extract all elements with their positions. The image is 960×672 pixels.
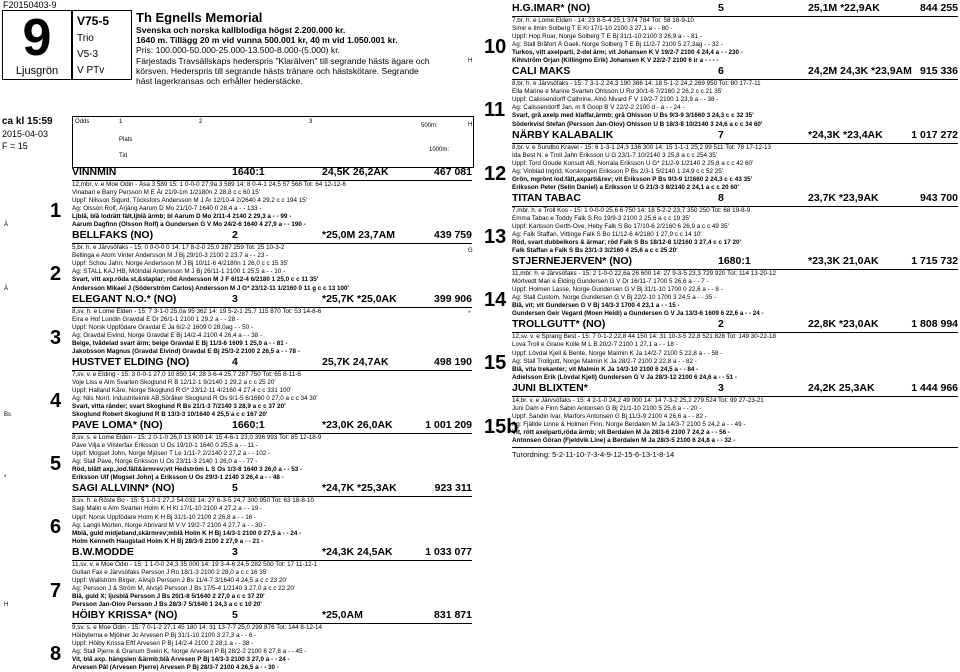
horse-name: STJERNEJERVEN* (NO) <box>512 255 633 268</box>
horse-header <box>72 546 472 561</box>
horse-detail-line: Ljblå, blå lodrätt fält,ljblå ärmb; bl Aarum D Mo 2/11-4 2140 2 29,3 a - - 99 - <box>72 213 292 221</box>
horse-detail-line: Äg: Vinblad Ingrid, Korskrogen Eriksson P Bs 2/3-1 5/2140 1 24,9 c c 52 25' <box>512 167 723 175</box>
horse-details <box>50 497 472 545</box>
horse-earnings: 1 715 732 <box>911 255 958 268</box>
horse-distance: 5 <box>718 2 724 14</box>
horse-entry <box>4 355 472 419</box>
horse-detail-line: Röd, blått axp.,lod.fält&ärmrev;vit Hedström L S Ös 1/3-8 1640 3 26,0 a - - 53 - <box>72 466 303 474</box>
race-condition-line: 1640 m. Tillägg 20 m vid vunna 500.001 kr, 40 m vid 1.050.001 kr. <box>136 35 398 46</box>
horse-detail-line: Äg: Stall Custom, Norge Gundersen G V Bj 22/2-10 1700 3 24,5 a - - 35 - <box>512 294 717 302</box>
horse-distance: 2 <box>232 229 238 242</box>
start-number: 7 <box>50 579 62 602</box>
horse-entry <box>484 381 958 445</box>
horse-records: *23,3K 21,0AK <box>808 255 879 268</box>
horse-detail-line: Eriksson Ulf (Mogset John) a Eriksson U Ös 29/3-1 2140 3 26,4 a - - 48 - <box>72 474 284 482</box>
horse-details <box>468 270 958 318</box>
shoe-marker: Ä <box>4 222 9 229</box>
game-type-box <box>72 10 132 80</box>
horse-earnings: 1 017 272 <box>911 128 958 141</box>
horse-detail-line: Sagi Malin e Alm Svarten Holm K H Kl 17/1-10 2100 4 27,2 a - - 19 - <box>72 505 263 513</box>
horse-detail-line: Uppf: Halland Kåre, Norge Skoglund R G* 23/12-11 4/2160 4 27,4 c c 331 100' <box>72 386 292 394</box>
horse-distance: 1680:1 <box>718 255 751 268</box>
horse-detail-line: Uppf: Höiby Krissa Eftf Arvesen P Bj 14/2-4 2100 2 28,1 a - - 38 - <box>72 640 254 648</box>
start-number: 15b <box>484 415 519 438</box>
horse-records: 22,8K *23,0AK <box>808 318 879 331</box>
race-condition-line: Färjestads Travsällskaps hederspris "Klarälven" till segrande hästs ägare och <box>136 55 430 66</box>
horse-earnings: 844 255 <box>920 2 958 14</box>
field-size: F = 15 <box>2 141 28 151</box>
horse-detail-line: Uppf: Hop Roar, Norge Solberg T E Bj 31/1-10 2100 3 26,9 a - - 81 - <box>512 33 702 41</box>
start-time: ca kl 15:59 <box>2 116 53 127</box>
horse-entry <box>50 292 472 356</box>
horse-detail-line: Kihlström Örjan (Killingmo Erik) Johansen K V 22/2-7 2100 6 ir a - - - - <box>512 57 719 65</box>
place-3-label: 3 <box>309 119 313 125</box>
start-number: 11 <box>484 99 506 122</box>
horse-detail-line: Jakobsson Magnus (Gravdal Eivind) Gravdal E Bj 25/3-2 2100 2 26,5 a - - 78 - <box>72 347 300 355</box>
horse-detail-line: Uppf: Mogset John, Norge Mjösen T Le 1/11-7 2/2140 2 27,2 a - - 102 - <box>72 450 271 458</box>
horse-entry <box>50 482 472 545</box>
horse-detail-line: Pave Vilja e Vilsterfax Eriksson U Ös 19/10-1 1640 0 25,5 a - - 11 - <box>72 442 258 450</box>
horse-detail-line: Ida Best N. e Troll Jahn Eriksson U G 23/1-7 10/2140 3 25,8 a c c 254 35' <box>512 151 717 159</box>
horse-detail-line: Höibyterna e Mjölner Jo Arvesen P Bj 31/1-10 2100 3 27,3 a - - 6 - <box>72 632 257 640</box>
horse-detail-line: 12,mbr. v. e Moe Odin - Åsa 3 589 15: 1 0-0-0 27,9a 3 589 14: 8 0-4-1 24,5 57 568 Tot: 64 12-12-6 <box>72 181 346 188</box>
horse-header <box>72 482 472 497</box>
horse-detail-line: Grön, mgrönt lod.fält,axparti&rev; vit Eriksson P Bs 9/3-9 1/1660 2 24,3 c c 43 35' <box>512 175 753 183</box>
horse-earnings: 943 700 <box>920 191 958 204</box>
horse-earnings: 439 759 <box>434 229 472 242</box>
game-type-v5: V5-3 <box>77 49 99 60</box>
horse-earnings: 831 871 <box>434 608 472 621</box>
horse-entry <box>4 419 472 482</box>
horse-entry <box>468 65 958 128</box>
horse-earnings: 1 808 994 <box>911 318 958 331</box>
horse-detail-line: Ella Marine e Marine Svarten Ohlsson U Ro 30/1-6 7/2160 2 26,2 c c 21 35' <box>512 88 723 96</box>
horse-name: JUNI BLIXTEN* <box>512 381 588 394</box>
horse-records: *25,0AM <box>322 608 363 621</box>
horse-detail-line: 11,sv. v. e Moe Odin - 15: 1 1-0-0 24,3 35 000 14: 19 3-4-6 24,5 282 500 Tot: 17 11-12-1 <box>72 560 318 568</box>
horse-header <box>72 166 472 181</box>
horse-earnings: 399 906 <box>434 292 472 305</box>
horse-details <box>4 370 472 419</box>
horse-detail-line: Bellinga e Atom Vinter Andersson M J Bj 29/10-3 2100 2 23,7 a - - 23 - <box>72 252 269 260</box>
horse-detail-line: Uppf: Norsk Uppfödare Gravdal E Ja 6/2-2 1609 0 28,0ag - - 50 - <box>72 323 253 331</box>
horse-header <box>512 318 958 333</box>
horse-records: *24,3K 24,5AK <box>322 545 393 558</box>
horse-name: NÄRBY KALABALIK <box>512 128 614 141</box>
shoe-marker: Bs <box>4 412 12 419</box>
horse-entry <box>468 2 958 65</box>
horse-records: 25,1M *22,9AK <box>808 2 880 14</box>
horse-detail-line: Andersson Mikael J (Söderström Carlos) Andersson M J G* 23/12-11 1/2160 0 11 g c c 13 100' <box>72 284 350 292</box>
start-number: 12 <box>484 162 507 185</box>
horse-header <box>72 293 472 308</box>
horse-header <box>512 129 958 144</box>
horse-name: TITAN TABAC <box>512 191 582 204</box>
horse-name: PAVE LOMA* (NO) <box>72 419 163 432</box>
horse-entry <box>4 166 472 229</box>
horse-details <box>50 307 472 356</box>
shoe-marker: H <box>4 601 9 608</box>
horse-distance: 1640:1 <box>232 166 265 178</box>
horse-earnings: 467 081 <box>434 166 472 178</box>
horse-detail-line: 8,sv. h. e Lome Elden - 15: 7 3-1-0 25,0a 95 362 14: 19 5-2-1 25,7 115 870 Tot: 53 14-8-6 <box>72 307 322 315</box>
track-color: Ljusgrön <box>15 65 59 77</box>
horse-records: *24,3K *23,4AK <box>808 128 883 141</box>
race-condition-line: körsven. Hederspris till segrande hästs tränare och hästskötare. Segrande <box>136 65 419 76</box>
horse-distance: 1660:1 <box>232 419 265 432</box>
horse-detail-line: 8,br. h. e Järvsöfaks - 15: 7 3-1-2 24,3 190 386 14: 18 5-1-2 24,2 269 950 Tot: 80 17-7-11 <box>512 80 761 88</box>
game-type-vptv: V PTv <box>77 65 105 76</box>
horse-detail-line: Voje Liss e Alm Svarten Skoglund R B 12/12-1 9/2140 1 29,2 a c c 25 20' <box>72 378 276 386</box>
horse-detail-line: Äg: Persson J & Ström M, Alvsjö Persson J Bs 17/5-4 1/2140 3 27,0 a c c 22 20' <box>72 584 296 592</box>
horse-detail-line: Falk Staffan a Falk S Bs 23/1-3 3/2160 4 25,6 a c c 25 20' <box>512 247 678 255</box>
horse-records: 25,7K 24,7AK <box>322 355 389 368</box>
horse-details <box>468 206 958 255</box>
horse-entry <box>4 545 472 609</box>
horse-detail-line: 14,br. v. e Järvsöfaks - 15: 4 2-1-0 24,2 49 000 14: 14 7-3-2 25,2 279 524 Tot: 99 27-23-21 <box>512 396 764 404</box>
horse-header <box>72 419 472 434</box>
horse-details <box>484 333 958 381</box>
horse-detail-line: 11,mbr. h. e Järvsöfaks - 15: 2 1-0-0 22,6a 26 600 14: 27 9-3-5 23,3 729 920 Tot: 114 13-20-12 <box>512 270 776 278</box>
start-number: 14 <box>484 289 507 312</box>
horse-detail-line: Äg: Gravdal Eivind, Norge Gravdal E Bj 14/2-4 2100 4 26,4 a - - 38 - <box>72 331 263 339</box>
horse-detail-line: Arvesen Pål (Arvesen Pjerre) Arvesen P Bj 28/3-7 2100 4 26,5 a - - 30 - <box>72 664 279 672</box>
horse-details <box>468 17 958 65</box>
horse-details <box>468 80 958 128</box>
horse-detail-line: Holm Kenneth Haugstad Holm K H Bj 28/3-9 2100 2 27,9 a - - 21 - <box>72 537 264 545</box>
horse-records: *23,0K 26,0AK <box>322 419 393 432</box>
race-conditions <box>136 25 472 86</box>
horse-name: SAGI ALLVINN* (NO) <box>72 482 175 495</box>
horse-detail-line: Blå, vita trekanter; vit Malmin K Ja 14/3-10 2100 6 24,5 a - - 84 - <box>512 365 699 373</box>
horse-name: H.G.IMAR* (NO) <box>512 2 591 14</box>
horse-detail-line: Juni Dam e Finn Sabin Antonsen G Bj 21/1-10 2100 5 25,8 a - - 20 - <box>512 404 702 412</box>
horse-detail-line: 8,sv. s. e Lome Elden - 15: 2 0-1-0 26,0 13 600 14: 15 4-6-1 23,0 396 993 Tot: 85 12-18-9 <box>72 434 322 442</box>
horse-header <box>512 192 958 207</box>
start-info <box>2 116 68 152</box>
horse-detail-line: Gundersen Geir Vegard (Moen Heidi) a Gundersen G V Ja 13/3-6 1609 6 22,6 a - - 24 - <box>512 310 764 318</box>
start-number: 10 <box>484 36 507 58</box>
place-1-label: 1 <box>119 119 123 125</box>
horse-detail-line: Aarum Dagfinn (Olsson Rolf) a Gundersen G V Mo 24/2-6 1640 4 27,9 a - - 190 - <box>72 221 306 229</box>
start-number: 2 <box>50 263 62 286</box>
horse-detail-line: Äg: Stall Pjerre & Granum Svein K, Norge Arvesen P Bj 28/2-2 2100 6 27,8 a - - 45 - <box>72 648 307 656</box>
left-horse-column <box>4 166 472 672</box>
horse-detail-line: 12,sv. v. e Sprang Best - 15: 7 0-1-2 22,8 44 150 14: 31 10-3-5 22,8 521 828 Tot: 149 30-22-18 <box>512 333 776 341</box>
horse-earnings: 1 001 209 <box>425 419 472 432</box>
horse-details <box>4 181 472 229</box>
horse-detail-line: 9,sv. s. e Moe Odin - 15: 7 0-1-2 27,1 45 180 14: 31 13-7-7 25,0 299 876 Tot: 144 8-12-14 <box>72 623 323 631</box>
plats-label: Plats <box>119 137 133 143</box>
race-date: 2015-04-03 <box>2 129 49 139</box>
horse-detail-line: Uppf: Wallström Birger, Älvsjö Persson J Bs 11/4-7 3/1640 4 24,5 a c c 23 20' <box>72 576 288 584</box>
horse-detail-line: 5,br. h. e Järvsöfaks - 15: 0 0-0-0 0 14: 17 8-2-0 25,0 287 259 Tot: 25 10-3-2 <box>72 244 285 252</box>
horse-detail-line: Äg: STALL KAJ HB, Mölndal Andersson M J Bj 26/11-1 2100 1 25,5 a - - 10 - <box>72 268 286 276</box>
horse-details <box>484 143 958 192</box>
horse-detail-line: Emma Tabac e Toddy Falk S Ro 19/9-3 2100 2 25,6 a c c 19 35' <box>512 214 691 222</box>
horse-detail-line: Mörtvedt Mari e Elding Gundersen G V Dr 16/11-7 1700 5 26,6 a - - 7 - <box>512 278 709 286</box>
horse-detail-line: Äg: Stall Pave, Norge Eriksson U Ös 23/11-3 2140 1 26,0 a - - 77 - <box>72 458 258 466</box>
start-number: 3 <box>50 326 62 349</box>
race-header <box>136 10 472 86</box>
horse-name: ELEGANT N.O.* (NO) <box>72 292 177 305</box>
split-1000-label: 1000m: <box>429 147 450 153</box>
horse-distance: 5 <box>232 608 238 621</box>
horse-detail-line: Mblå, guld midjeband,skärmrev;mblå Holm K H Bj 14/3-1 2100 0 27,5 a - - 24 - <box>72 529 302 537</box>
horse-details <box>4 434 472 482</box>
horse-distance: 4 <box>232 355 238 368</box>
horse-detail-line: Uppf: Nilsson Sigurd, Töcksfors Andersson M J År 12/10-4 2/2640 4 29,2 c c 194 15' <box>72 197 307 205</box>
start-number: 4 <box>50 389 62 412</box>
horse-details <box>50 623 472 672</box>
horse-detail-line: Uppf: Sandin Ivar, Marfors Antonsen G Bj 11/3-9 2100 4 26,6 a - - 82 - <box>512 412 707 420</box>
horse-entry <box>484 318 958 381</box>
horse-header <box>72 229 472 244</box>
horse-records: *24,7K *25,3AK <box>322 482 397 495</box>
horse-earnings: 923 311 <box>434 482 472 495</box>
horse-detail-line: Röd, svart dubbelkors & ärmar; röd Falk S Bs 18/12-8 1/2160 3 27,4 c c 17 20' <box>512 239 741 247</box>
horse-header <box>512 2 958 17</box>
horse-distance: 5 <box>232 482 238 495</box>
file-code: F20150403-9 <box>3 0 57 10</box>
horse-detail-line: Äg: Calissendorff Jan, m fl Goop B V 22/2-2 2100 d - a - - 24 - <box>512 104 685 112</box>
odds-label: Odds <box>75 119 90 125</box>
horse-records: *25,0M 23,7AM <box>322 229 395 242</box>
horse-earnings: 1 444 966 <box>911 381 958 394</box>
horse-detail-line: 8,sv. h. e Röste Bo - 15: 5 1-0-1 27,2 54 032 14: 27 6-3-5 24,7 300 950 Tot: 63 18-8-10 <box>72 497 315 505</box>
horse-details <box>4 244 472 292</box>
horse-detail-line: Svart, vitt axp.röda st,&staplar; röd Andersson M J F 6/12-4 6/2180 1 25,0 c c 11 35' <box>72 276 319 284</box>
horse-detail-line: Blå, guld X; ljusblå Persson J Bs 20/1-8 5/1640 2 27,0 a c c 37 20' <box>72 592 265 600</box>
horse-detail-line: Uppf: Calissendorff Cathrine, Alnö Nivard F V 19/2-7 2100 1 23,9 a - - 38 - <box>512 96 719 104</box>
race-condition-line: Svenska och norska kallblodiga högst 2.200.000 kr. <box>136 25 346 35</box>
horse-detail-line: Turkos, vitt axelparti, 2-del ärm; vit Johansen K V 19/2-7 2100 4 24,4 a - - 230 - <box>512 49 743 57</box>
horse-entry <box>484 128 958 192</box>
horse-detail-line: Äg: Falk Staffan, Vittinge Falk S Bo 11/12-6 4/2180 1 27,9 c c 14 10' <box>512 230 702 238</box>
horse-detail-line: Äg: Stall Bråfort Å Gaeli, Norge Solberg T E Bj 11/2-7 2100 5 27,3ag - - 32 - <box>512 41 723 49</box>
start-number: 13 <box>484 225 507 248</box>
horse-detail-line: Skoglund Robert Skoglund R B 13/3-3 10/1640 4 25,5 a c c 167 20' <box>72 411 268 419</box>
start-number: 6 <box>50 516 62 539</box>
horse-detail-line: Äg: Langli Morten, Norge Abrivard M V V 19/2-7 2100 4 27,7 a - - 30 - <box>72 521 266 529</box>
race-title: Th Egnells Memorial <box>136 10 263 25</box>
horse-records: 24,2K 25,3AK <box>808 381 875 394</box>
turn-order: Turordning: 5-2-11-10-7-3-4-9-12-15-6-13-1-8-14 <box>512 447 958 459</box>
horse-distance: 8 <box>718 191 724 204</box>
horse-name: HUSTVET ELDING (NO) <box>72 355 190 368</box>
horse-entry <box>468 255 958 318</box>
start-number: 1 <box>50 200 62 222</box>
horse-detail-line: Lova Troll e Grane Kolle M L B 20/2-7 2100 1 27,1 a - - 18 - <box>512 341 678 349</box>
horse-detail-line: Uppf: Norsk Uppfödare Holm K H Bj 31/1-10 2100 2 26,8 a - - 16 - <box>72 513 257 521</box>
shoe-marker: Ä <box>4 285 9 292</box>
horse-header <box>512 255 958 270</box>
horse-name: B.W.MODDE <box>72 545 134 558</box>
place-2-label: 2 <box>199 119 203 125</box>
horse-records: *25,7K *25,0AK <box>322 292 397 305</box>
horse-detail-line: Svart, vitta ränder; svart Skoglund R Bs 21/1-3 7/2140 3 28,9 a c c 37 20' <box>72 403 286 411</box>
horse-earnings: 915 336 <box>920 65 958 78</box>
horse-distance: 3 <box>718 381 724 394</box>
shoe-marker: H <box>468 121 473 128</box>
horse-name: VINNMIN <box>72 166 117 178</box>
horse-detail-line: Äg: Nils Norrl. Industriteknik AB,Söråker Skoglund R Ös 9/1-5 6/1660 0 27,0 a c c 34 30' <box>72 394 318 402</box>
horse-detail-line: Beige, tvådelad svart ärm; beige Gravdal E Bj 11/3-6 1609 1 25,0 a - - 81 - <box>72 339 288 347</box>
horse-detail-line: 7,sv. v. e Elding - 15: 3 0-0-1 27,0 10 850 14: 28 3-6-4 25,7 287 750 Tot: 65 8-11-6 <box>72 370 301 378</box>
horse-detail-line: Eriksson Peter (Selin Daniel) a Eriksson U G 21/3-3 8/2140 2 24,1 a c c 20 60' <box>512 183 739 191</box>
horse-detail-line: Uppf: Lövdal Kjell & Bente, Norge Malmin K Ja 14/2-7 2100 5 22,8 a - - 58 - <box>512 349 723 357</box>
tid-label: Tid <box>119 153 128 159</box>
horse-detail-line: Vit, blå axp. hängslen &ärmb;blå Arvesen P Bj 14/3-3 2100 3 27,0 a - - 24 - <box>72 656 290 664</box>
horse-detail-line: Gullan Fax e Järvsöfaks Persson J Ro 18/1-3 2100 2 28,0 a c c 16 35' <box>72 568 268 576</box>
horse-detail-line: Eira e Hof Lundin Gravdal E Dr 26/1-1 2100 1 29,2 a - - 28 - <box>72 315 239 323</box>
horse-detail-line: Äg: Stall Trollgutt, Norge Malmin K Ja 28/2-7 2100 2 22,8 a - - 82 - <box>512 357 697 365</box>
horse-distance: 6 <box>718 65 724 78</box>
split-500-label: 500m: <box>421 123 438 129</box>
horse-header <box>72 356 472 371</box>
start-number: 8 <box>50 642 62 665</box>
horse-name: CALI MAKS <box>512 65 571 78</box>
race-number-box <box>2 10 72 80</box>
horse-detail-line: Uppf: Karlsson Gerth-Ove, Heby Falk S Bo 17/10-6 2/2160 6 26,9 a c c 49 35' <box>512 222 729 230</box>
shoe-marker: * <box>4 475 7 482</box>
horse-distance: 2 <box>718 318 724 331</box>
horse-details <box>484 396 958 445</box>
start-number: 5 <box>50 453 62 476</box>
horse-entry <box>4 229 472 292</box>
horse-detail-line: Uppf: Schou Jahn, Norge Andersson M J Bj 10/11-6 4/2180n 1 26,0 c c 15 35' <box>72 260 289 268</box>
horse-name: TROLLGUTT* (NO) <box>512 318 606 331</box>
horse-detail-line: Äg: Fjällde Linne & Holmen Finn, Norge Berdalen M Ja 14/3-7 2100 5 24,2 a - - 49 - <box>512 420 746 428</box>
horse-detail-line: Persson Jan-Olov Persson J Bs 28/3-7 5/1640 1 24,3 a c c 10 20' <box>72 600 262 608</box>
horse-detail-line: Uppf: Holmen Lasse, Norge Gundersen G V Bj 31/1-10 1700 0 22,6 a - - 8 - <box>512 286 723 294</box>
horse-detail-line: Adielsson Erik (Lövdal Kjell) Gundersen G V Ja 28/3-12 2100 6 24,6 a - - 51 - <box>512 373 738 381</box>
horse-detail-line: Vinabari e Barry Persson M E År 21/9-1m 1/2180n 2 28,8 c c 60 15' <box>72 189 260 197</box>
horse-detail-line: Simir e Ilmin Solberg T E Kl 17/1-10 2100 3 27,1 a - - 80 - <box>512 25 673 33</box>
right-horse-column <box>468 2 958 459</box>
start-number: 15 <box>484 352 507 375</box>
horse-detail-line: 7,br. h. e Lome Elden - 14: 23 8-5-4 25,1 374 784 Tot: 58 18-9-10 <box>512 17 694 24</box>
horse-detail-line: Uppf: Tord Goude Konsult AB, Norrala Eriksson U G* 21/2-9 1/2140 2 25,8 a c c 42 60' <box>512 159 754 167</box>
race-condition-line: Pris: 100.000-50.000-25.000-13.500-8.000-(5.000) kr. <box>136 45 340 56</box>
horse-earnings: 1 033 077 <box>425 545 472 558</box>
game-type-v75: V75-5 <box>77 14 110 28</box>
horse-detail-line: Antonsen Göran (Fjeldvik Line) a Berdalen M Ja 28/3-5 2100 6 24,8 a - - 32 - <box>512 436 736 444</box>
shoe-marker: * <box>468 311 471 318</box>
horse-records: 24,2M 24,3K *23,9AM <box>808 65 912 78</box>
horse-detail-line: 8,br. v. e Sundbo Kravel - 15: 6 1-3-1 24,3 136 300 14: 15 1-1-1 25,2 99 511 Tot: 78 17-12-13 <box>512 143 772 151</box>
horse-details <box>4 560 472 609</box>
result-box <box>72 116 474 168</box>
horse-earnings: 498 190 <box>434 355 472 368</box>
horse-distance: 3 <box>232 292 238 305</box>
horse-name: HÖIBY KRISSA* (NO) <box>72 608 178 621</box>
horse-detail-line: Blå, vit; vit Gundersen G V Bj 14/3-3 1700 4 23,1 a - - 15 - <box>512 302 680 310</box>
horse-distance: 7 <box>718 128 724 141</box>
horse-header <box>72 609 472 624</box>
horse-header <box>512 382 958 397</box>
horse-detail-line: Vit, rött axelparti,röda ärmb; vit Berdalen M Ja 28/3-6 2100 7 24,2 a - - 56 - <box>512 428 730 436</box>
shoe-marker: H <box>468 58 473 65</box>
horse-detail-line: Söderkvist Stefan (Persson Jan-Olov) Ohlsson U B 18/3-8 10/2140 3 24,6 a c c 34 60' <box>512 120 763 128</box>
horse-header <box>512 65 958 80</box>
horse-detail-line: Svart, grå axelp med klaffar,ärmb; grå Ohlsson U Bs 9/3-9 3/1660 3 24,3 c c 32 35' <box>512 112 754 120</box>
horse-detail-line: 7,mbr. h. e Troll Kos - 15: 1 0-0-0 25,6 6 750 14: 18 5-2-2 23,7 350 250 Tot: 68 19-8-9 <box>512 206 751 214</box>
game-type-trio: Trio <box>77 33 94 44</box>
race-number: 9 <box>22 9 52 67</box>
race-condition-line: häst lagerkransas och erhåller hederstäcke. <box>136 76 303 87</box>
horse-entry <box>468 191 958 255</box>
horse-name: BELLFAKS (NO) <box>72 229 154 242</box>
horse-records: 24,5K 26,2AK <box>322 166 389 178</box>
horse-detail-line: Äg: Olsson Rolf, Årjäng Aarum D Mo 21/10-7 1640 0 28,4 a - - 133 - <box>72 205 262 213</box>
horse-entry <box>50 608 472 672</box>
horse-records: 23,7K *23,9AK <box>808 191 879 204</box>
horse-distance: 3 <box>232 545 238 558</box>
shoe-marker: G <box>468 248 473 255</box>
